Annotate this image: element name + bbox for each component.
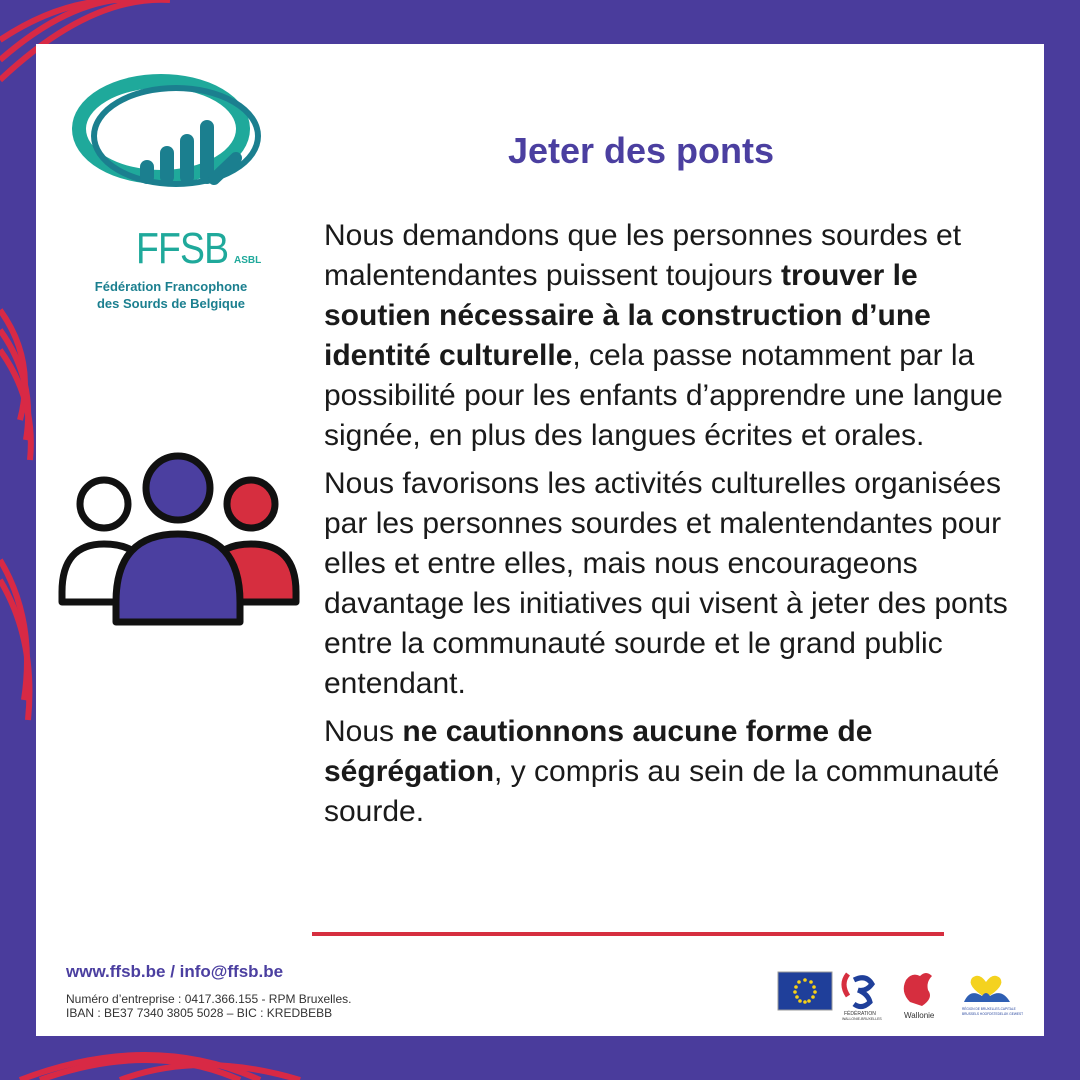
partner-logos [776,962,1026,1022]
ffsb-logo [66,74,276,324]
svg-text:WALLONIE-BRUXELLES: WALLONIE-BRUXELLES [842,1017,882,1021]
divider [312,932,944,936]
footer-company-number: Numéro d’entreprise : 0417.366.155 - RPM Bruxelles. [66,992,352,1006]
footer-bank-details: IBAN : BE37 7340 3805 5028 – BIC : KREDBEBB [66,1006,333,1020]
federation-logo-icon [842,974,882,1021]
svg-text:RÉGION DE BRUXELLES-CAPITALE: RÉGION DE BRUXELLES-CAPITALE [962,1007,1016,1011]
body-text [324,216,1014,840]
page-title: Jeter des ponts [507,130,775,171]
svg-text:Wallonie: Wallonie [904,1011,935,1020]
paragraph-2: Nous favorisons les activités culturelles organisées par les personnes sourdes et malentendantes pour elles et entre elles, mais nous encourageons davantage les initiatives qui visent à jeter des ponts entre la communauté sourde et le grand public entendant. [324,467,1008,700]
svg-text:FÉDÉRATION: FÉDÉRATION [844,1011,876,1017]
brussels-logo-icon [962,976,1023,1016]
content-card [36,44,1044,1036]
logo-suffix: ASBL [234,255,262,266]
paragraph-3: Nous ne cautionnons aucune forme de ségrégation, y compris au sein de la communauté sourde. [324,715,1000,828]
footer-contact-link[interactable]: www.ffsb.be / info@ffsb.be [66,962,284,981]
eu-flag-icon [778,972,832,1010]
logo-acronym: FFSB [136,224,229,273]
svg-text:BRUSSELS HOOFDSTEDELIJK GEWEST: BRUSSELS HOOFDSTEDELIJK GEWEST [962,1012,1024,1016]
logo-name-line2: des Sourds de Belgique [96,296,246,311]
wallonie-rooster-icon [904,973,935,1020]
paragraph-1: Nous demandons que les personnes sourdes et malentendantes puissent toujours trouver le soutien nécessaire à la construction d’une identité culturelle, cela passe notamment par la possibilité pour les enfants d’apprendre une langue signée, en plus des langues écrites et orales. [324,219,1003,452]
logo-name-line1: Fédération Francophone [94,279,248,294]
ffsb-logo-icon [66,74,276,224]
people-group-icon [54,452,304,632]
